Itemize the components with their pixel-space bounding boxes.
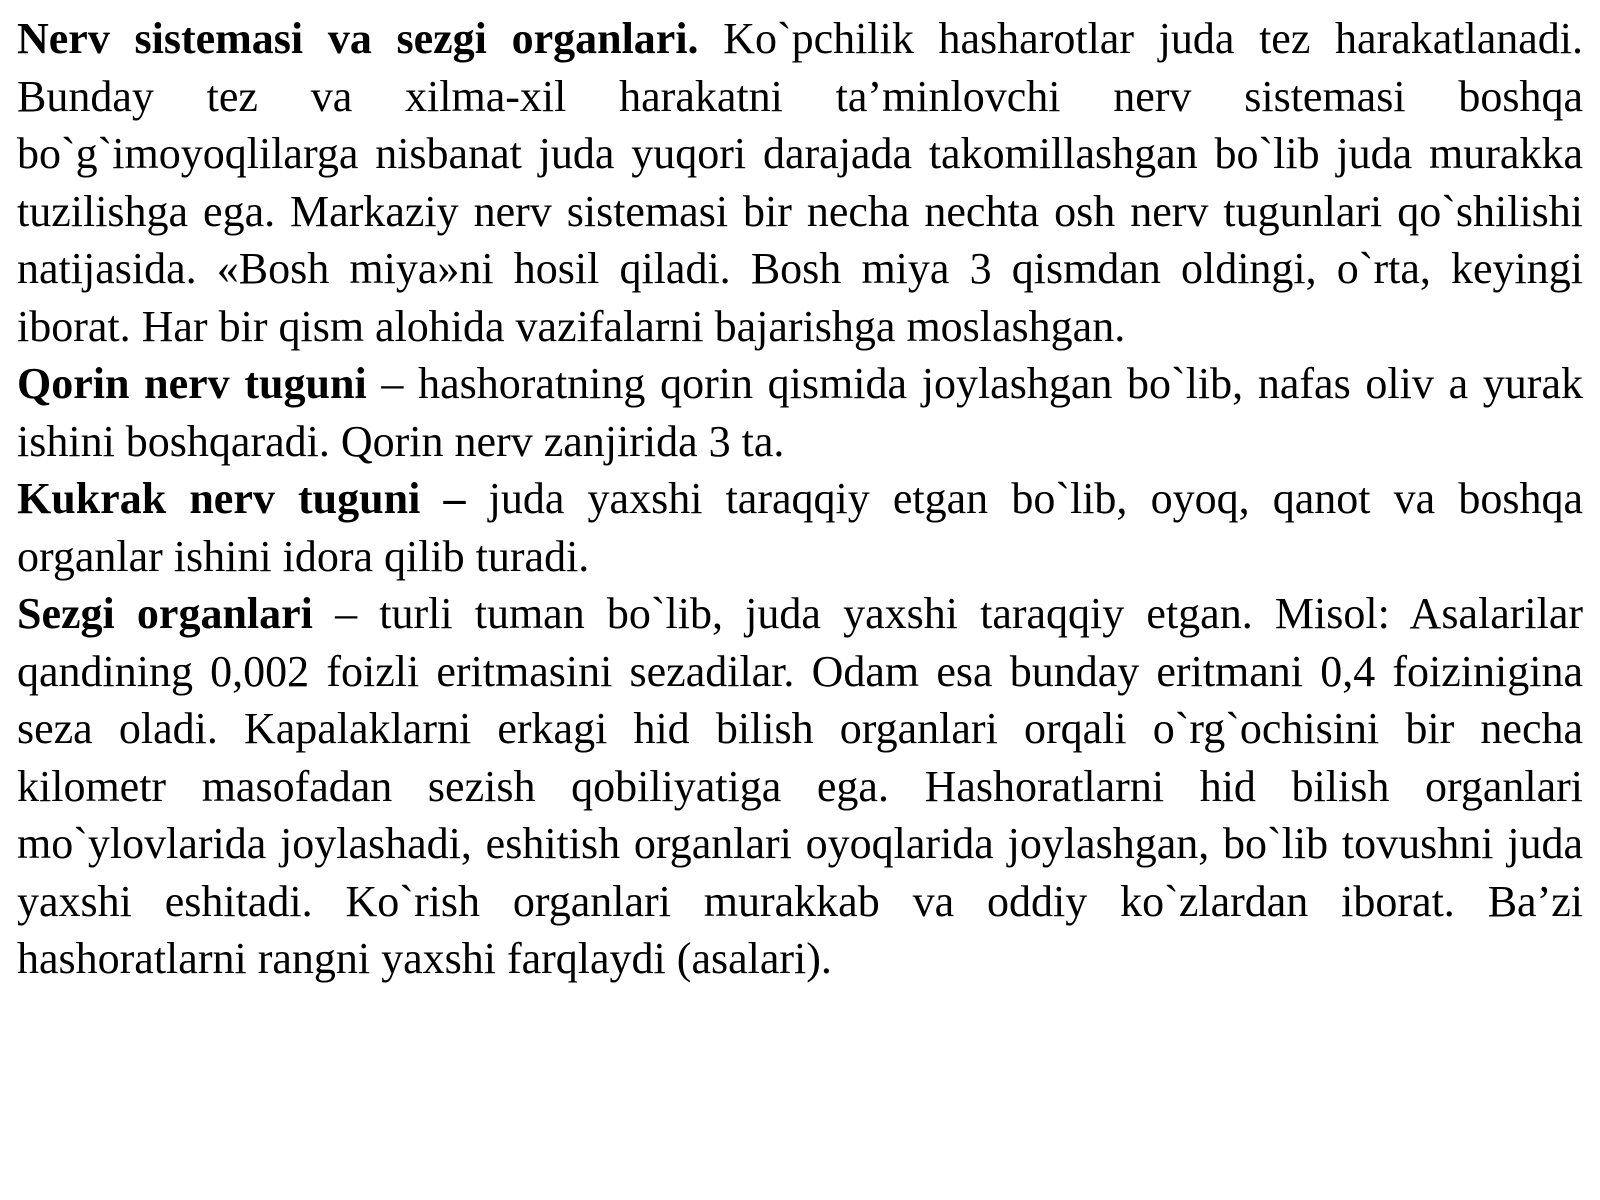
- text-thoracic-ganglion: juda yaxshi taraqqiy etgan bo`lib, oyoq, qanot va boshqa organlar ishini idora qilib turadi.: [17, 474, 1583, 581]
- term-abdominal-ganglion: Qorin nerv tuguni: [17, 359, 367, 408]
- paragraph-sense-organs: [17, 585, 1583, 988]
- text-nervous-system: Ko`pchilik hasharotlar juda tez harakatlanadi. Bunday tez va xilma-xil harakatni ta’minlovchi nerv sistemasi boshqa bo`g`imoyoqlilarga nisbanat juda yuqori darajada takomillashgan bo`lib juda murakka tuzilishga ega. Markaziy nerv sistemasi bir necha nechta osh nerv tugunlari qo`shilishi natijasida. «Bosh miya»ni hosil qiladi. Bosh miya 3 qismdan oldingi, o`rta, keyingi iborat. Har bir qism alohida vazifalarni bajarishga moslashgan.: [17, 14, 1583, 351]
- paragraph-nervous-system: [17, 10, 1583, 355]
- paragraph-thoracic-ganglion: [17, 470, 1583, 585]
- term-sense-organs: Sezgi organlari: [17, 589, 313, 638]
- term-nervous-system: Nerv sistemasi va sezgi organlari.: [17, 14, 699, 63]
- paragraph-abdominal-ganglion: [17, 355, 1583, 470]
- term-thoracic-ganglion: Kukrak nerv tuguni –: [17, 474, 466, 523]
- text-sense-organs: – turli tuman bo`lib, juda yaxshi taraqqiy etgan. Misol: Asalarilar qandining 0,002 foizli eritmasini sezadilar. Odam esa bunday eritmani 0,4 foizinigina seza oladi. Kapalaklarni erkagi hid bilish organlari orqali o`rg`ochisini bir necha kilometr masofadan sezish qobiliyatiga ega. Hashoratlarni hid bilish organlari mo`ylovlarida joylashadi, eshitish organlari oyoqlarida joylashgan, bo`lib tovushni juda yaxshi eshitadi. Ko`rish organlari murakkab va oddiy ko`zlardan iborat. Ba’zi hashoratlarni rangni yaxshi farqlaydi (asalari).: [17, 589, 1584, 983]
- text-abdominal-ganglion: – hashoratning qorin qismida joylashgan bo`lib, nafas oliv a yurak ishini boshqaradi. Qorin nerv zanjirida 3 ta.: [17, 359, 1583, 466]
